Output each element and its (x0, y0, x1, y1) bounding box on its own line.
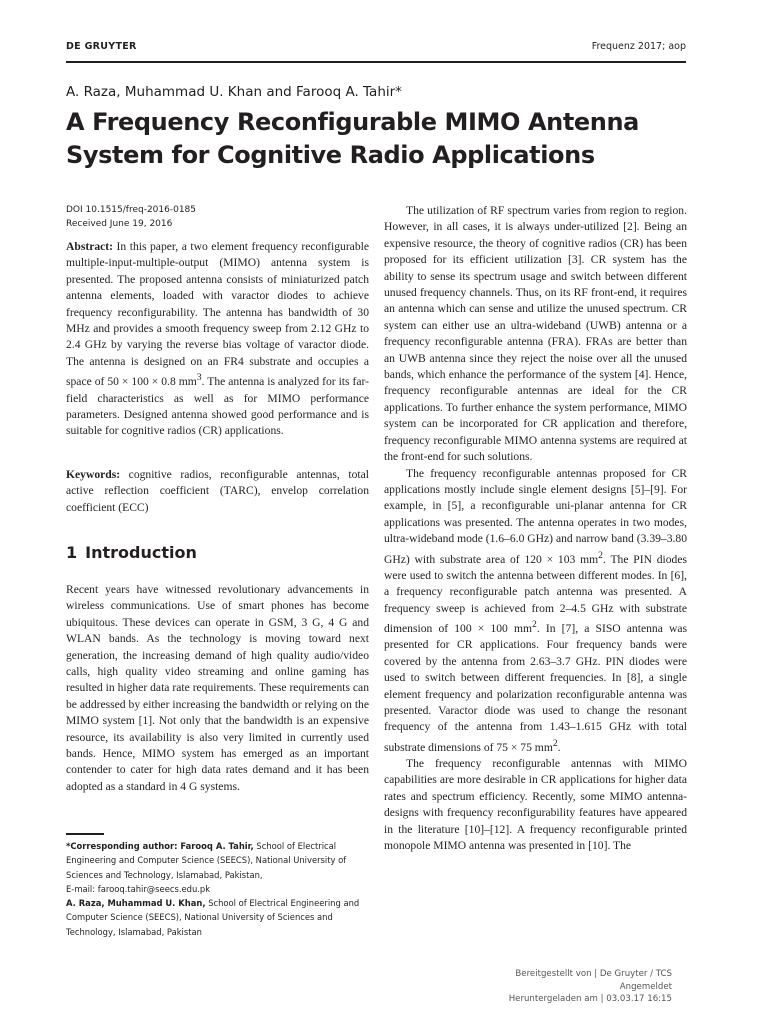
watermark-line-2: Angemeldet (619, 981, 672, 992)
p2-part-c: . In [7], a SISO antenna was presented for CR applications. Four frequency bands were covered by the antenna from 2.63–3.7 GHz. PIN diodes were used to switch between different frequencies. In [8], a single element frequency and polarization reconfigurable antenna was presented. Varactor diode was used to change the resonant frequency of the antenna from 1.43–1.615 GHz with total substrate dimensions of 75 × 75 mm (384, 621, 688, 754)
right-column (384, 203, 687, 854)
p2-sup-1: 2 (598, 549, 603, 561)
coauthors-label: A. Raza, Muhammad U. Khan, (66, 898, 206, 909)
paragraph-1: The utilization of RF spectrum varies from region to region. However, in all cases, it is always under-utilized [2]. Being an expensive resource, the theory of cognitive radios (CR) has been proposed for its efficient utilization [3]. CR system has the ability to sense its spectrum usage and switch between different unused frequency channels. Thus, on its RF front-end, it requires an antenna which can sense and utilize the unused spectrum. CR system can either use an ultra-wideband (UWB) antenna or a frequency reconfigurable antenna (FRA). FRAs are better than an UWB antenna since they reject the noise over all the unused bands, which enhance the performance of the system [4]. Hence, frequency reconfigurable antennas are ideal for the CR applications. To further enhance the system performance, MIMO system can be incorporated for CR application and therefore, frequency reconfigurable MIMO antenna systems are required at the front-end for such solutions. (384, 204, 687, 464)
received-date: Received June 19, 2016 (66, 219, 173, 229)
footnote-rule (66, 833, 104, 835)
p2-part-d: . (557, 740, 561, 754)
publisher-name: DE GRUYTER (66, 41, 137, 52)
abstract-sup: 3 (196, 372, 202, 384)
article-meta (66, 203, 196, 231)
intro-paragraph: Recent years have witnessed revolutionary advancements in wireless communications. Use of smart phones has become ubiquitous. These devices can operate in GSM, 3 G, 4 G and WLAN bands. As the technology is moving toward next generation, the increasing demand of high quality audio/video calls, high quality video streaming and online gaming has resulted in higher data rate requirements. These requirements can be addressed by either increasing the bandwidth or relying on the MIMO system [1]. Not only that the bandwidth is an expensive resource, its availability is also very limited in currently used bands. Hence, MIMO system has emerged as an important contender to cater for high data rates demand and it has been adopted as a standard in 4 G systems. (66, 583, 369, 793)
abstract (66, 239, 369, 440)
p2-part-a: The frequency reconfigurable antennas proposed for CR applications mostly include single element designs [5]–[9]. For example, in [5], a reconfigurable uni-planar antenna for CR applications was presented. The antenna operates in two modes, ultra-wideband mode (1.6–6.0 GHz) and narrow band (3.39–3.80 GHz) with substrate area of 120 × 103 mm (384, 466, 687, 566)
header-rule (66, 61, 686, 63)
journal-info: Frequenz 2017; aop (591, 41, 686, 52)
abstract-label: Abstract: (66, 240, 114, 253)
watermark-line-3: Heruntergeladen am | 03.03.17 16:15 (508, 994, 672, 1004)
article-title (66, 106, 686, 172)
section-number: 1 (66, 543, 78, 562)
watermark-line-1: Bereitgestellt von | De Gruyter / TCS (515, 969, 672, 979)
section-title: Introduction (85, 543, 197, 562)
intro-left-column (66, 582, 369, 795)
keywords-label: Keywords: (66, 468, 121, 481)
p2-sup-2: 2 (532, 619, 537, 631)
download-watermark (509, 968, 672, 1006)
authors: A. Raza, Muhammad U. Khan and Farooq A. Tahir* (66, 84, 402, 100)
running-header (66, 41, 686, 59)
corresponding-email: E-mail: farooq.tahir@seecs.edu.pk (66, 883, 211, 894)
abstract-text-1: In this paper, a two element frequency reconfigurable multiple-input-multiple-output (MIMO) antenna system is presented. The proposed antenna consists of miniaturized patch antenna elements, loaded with varactor diodes to achieve frequency reconfigurability. The antenna has bandwidth of 30 MHz and provides a smooth frequency sweep from 2.12 GHz to 2.4 GHz by varying the reverse bias voltage of varactor diode. The antenna is designed on an FR4 substrate and occupies a space of 50 × 100 × 0.8 mm (66, 240, 369, 389)
abstract-text-2: . The antenna is analyzed for its far-field characteristics as well as for MIMO performance parameters. Designed antenna showed good performance and is suitable for cognitive radios (CR) applications. (66, 375, 369, 438)
p2-part-b: . The PIN diodes were used to switch the antenna between different modes. In [6], a frequency reconfigurable patch antenna was presented. A frequency sweep is achieved from 2–4.5 GHz with substrate dimension of 100 × 100 mm (384, 552, 687, 635)
coauthors-text: School of Electrical Engineering and Computer Science (SEECS), National University of Sciences and Technology, Islamabad, Pakistan (66, 898, 360, 937)
section-heading (66, 543, 197, 562)
title-line-2: System for Cognitive Radio Applications (66, 141, 595, 169)
title-line-1: A Frequency Reconfigurable MIMO Antenna (66, 108, 639, 136)
corresponding-text: School of Electrical Engineering and Computer Science (SEECS), National University of Sciences and Technology, Islamabad, Pakistan, (66, 841, 347, 880)
footnotes (66, 839, 369, 939)
paragraph-2 (384, 466, 687, 756)
doi: DOI 10.1515/freq-2016-0185 (66, 205, 197, 215)
paragraph-3: The frequency reconfigurable antennas with MIMO capabilities are more desirable in CR applications for higher data rates and spectrum efficiency. Recently, some MIMO antenna-designs with frequency reconfigurability features have appeared in the literature [10]–[12]. A frequency reconfigurable printed monopole MIMO antenna was presented in [10]. The (384, 756, 687, 853)
p2-sup-3: 2 (552, 737, 558, 749)
keywords-text: cognitive radios, reconfigurable antennas, total active reflection coefficient (TARC), envelop correlation coefficient (ECC) (66, 468, 369, 514)
corresponding-label: *Corresponding author: Farooq A. Tahir, (66, 841, 254, 851)
keywords (66, 467, 369, 516)
